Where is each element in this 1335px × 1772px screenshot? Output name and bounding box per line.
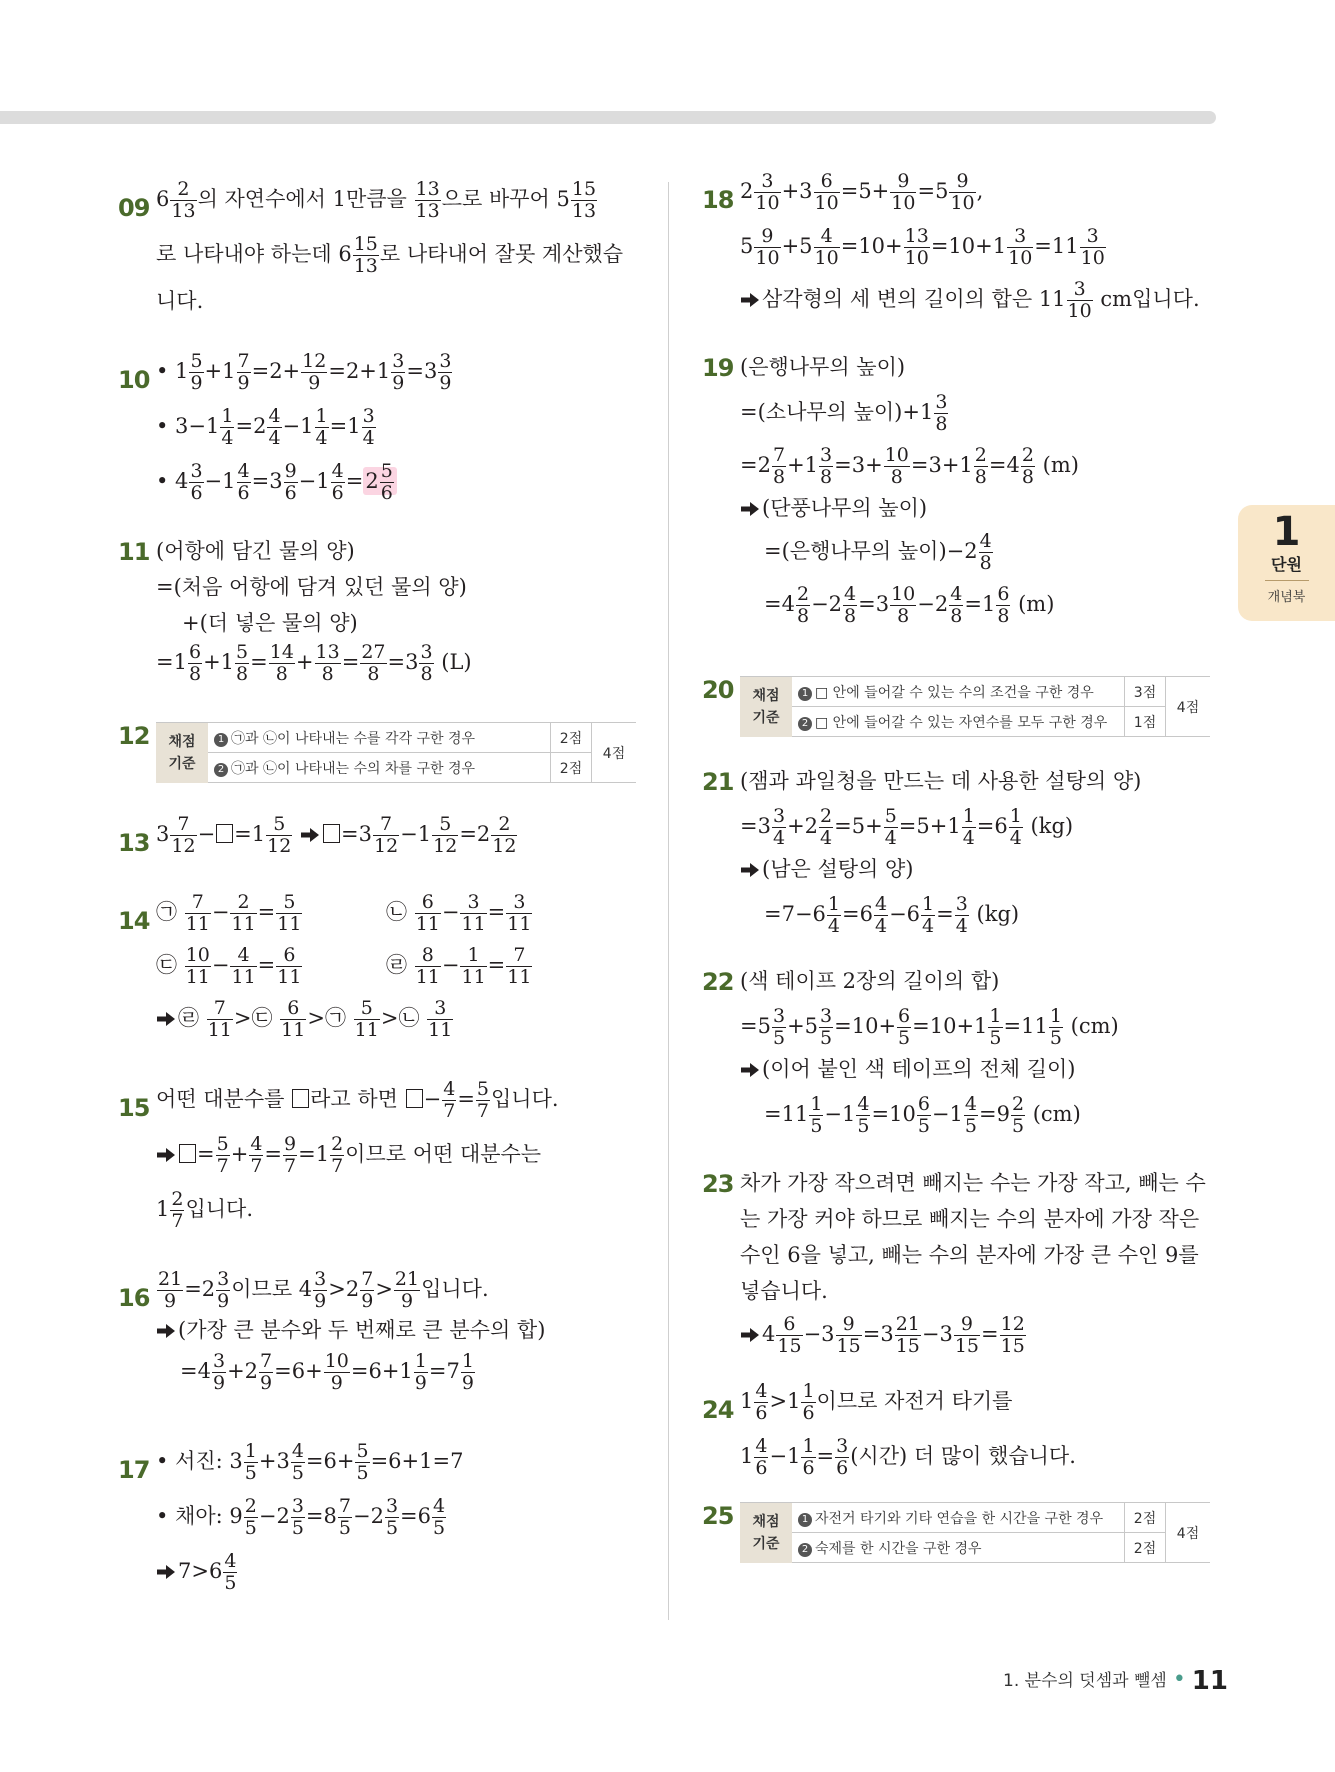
problem-number: 25 — [702, 1502, 734, 1530]
problem-17: 17 • 서진: 3 $\frac{1}{5}$ +3 $\frac{4}{5}$ =6+ $\frac{5}{5}$ =6+1=7 • 채아: 9 $\frac{2}{5}$ −2 $\frac{3}{5}$ =8 $\frac{7}{5}$ −2 $\frac{3}{5}$ =6 $\frac{4}{5}$ 7>6 $\frac{4}{5}$ — [118, 1440, 464, 1594]
unit-number: 1 — [1272, 509, 1301, 555]
highlighted-answer: 2 $\frac{5}{6}$ — [363, 467, 396, 495]
unit-tab[interactable] — [1238, 505, 1335, 621]
problem-16: 16 $\frac{21}{9}$ =2 $\frac{3}{9}$ 이므로 4 $\frac{3}{9}$ >2 $\frac{7}{9}$ > $\frac{21}{9}$ 입니다. (가장 큰 분수와 두 번째로 큰 분수의 합) =4 $\frac{3}{9}$ +2 $\frac{7}{9}$ =6+ $\frac{10}{9}$ =6+1 $\frac{1}{9}$ =7 $\frac{1}{9}$ — [118, 1268, 546, 1394]
problem-11: 11 (어항에 담긴 물의 양) =(처음 어항에 담겨 있던 물의 양) +(더 넣은 물의 양) =1 $\frac{6}{8}$ +1 $\frac{5}{8}$ = $\frac{14}{8}$ + $\frac{13}{8}$ = $\frac{27}{8}$ =3 $\frac{3}{8}$ (L) — [118, 538, 472, 685]
problem-18: 18 2 $\frac{3}{10}$ +3 $\frac{6}{10}$ =5+ $\frac{9}{10}$ =5 $\frac{9}{10}$ , 5 $\frac{9}{10}$ +5 $\frac{4}{10}$ =10+ $\frac{13}{10}$ =10+1 $\frac{3}{10}$ =11 $\frac{3}{10}$ 삼각형의 세 변의 길이의 합은 11 $\frac{3}{10}$ cm입니다. — [702, 170, 1200, 322]
problem-number: 16 — [118, 1284, 150, 1312]
problem-12 — [118, 722, 638, 815]
page-footer — [1003, 1666, 1228, 1696]
problem-number: 09 — [118, 194, 150, 222]
scoring-table: 채점 기준 1 □ 안에 들어갈 수 있는 수의 조건을 구한 경우 3점 4점 2 □ 안에 들어갈 수 있는 자연수를 모두 구한 경우 1점 — [740, 676, 1210, 737]
unit-divider — [1265, 580, 1309, 581]
problem-number: 11 — [118, 538, 150, 566]
problem-09: 09 6 $\frac{2}{13}$ 의 자연수에서 1만큼을 $\frac{13}{13}$ 으로 바꾸어 5 $\frac{15}{13}$ 로 나타내야 하는데 6 $\frac{15}{13}$ 로 나타내어 잘못 계산했습 니다. — [118, 178, 624, 313]
problem-number: 22 — [702, 968, 734, 996]
problem-number: 18 — [702, 186, 734, 214]
problem-19: 19 (은행나무의 높이) =(소나무의 높이)+1 $\frac{3}{8}$ =2 $\frac{7}{8}$ +1 $\frac{3}{8}$ =3+ $\frac{10}{8}$ =3+1 $\frac{2}{8}$ =4 $\frac{2}{8}$ (m) (단풍나무의 높이) =(은행나무의 높이)−2 $\frac{4}{8}$ =4 $\frac{2}{8}$ −2 $\frac{4}{8}$ =3 $\frac{10}{8}$ −2 $\frac{4}{8}$ =1 $\frac{6}{8}$ (m) — [702, 354, 1079, 627]
problem-24: 24 1 $\frac{4}{6}$ >1 $\frac{1}{6}$ 이므로 자전거 타기를 1 $\frac{4}{6}$ −1 $\frac{1}{6}$ = $\frac{3}{6}$ (시간) 더 많이 했습니다. — [702, 1380, 1076, 1479]
problem-15: 15 어떤 대분수를 라고 하면 − $\frac{4}{7}$ = $\frac{5}{7}$ 입니다. = $\frac{5}{7}$ + $\frac{4}{7}$ = $\frac{9}{7}$ =1 $\frac{2}{7}$ 이므로 어떤 대분수는 1 $\frac{2}{7}$ 입니다. — [118, 1078, 559, 1232]
problem-number: 19 — [702, 354, 734, 382]
page-number: 11 — [1191, 1666, 1228, 1696]
unit-label: 단원 — [1271, 555, 1302, 574]
left-column — [118, 172, 638, 1602]
top-bar — [0, 111, 1216, 124]
chapter-title: 1. 분수의 덧셈과 뺄셈 — [1003, 1671, 1167, 1691]
problem-21: 21 (잼과 과일청을 만드는 데 사용한 설탕의 양) =3 $\frac{3}{4}$ +2 $\frac{2}{4}$ =5+ $\frac{5}{4}$ =5+1 $\frac{1}{4}$ =6 $\frac{1}{4}$ (kg) (남은 설탕의 양) =7−6 $\frac{1}{4}$ =6 $\frac{4}{4}$ −6 $\frac{1}{4}$ = $\frac{3}{4}$ (kg) — [702, 768, 1142, 937]
problem-22: 22 (색 테이프 2장의 길이의 합) =5 $\frac{3}{5}$ +5 $\frac{3}{5}$ =10+ $\frac{6}{5}$ =10+1 $\frac{1}{5}$ =11 $\frac{1}{5}$ (cm) (이어 붙인 색 테이프의 전체 길이) =11 $\frac{1}{5}$ −1 $\frac{4}{5}$ =10 $\frac{6}{5}$ −1 $\frac{4}{5}$ =9 $\frac{2}{5}$ (cm) — [702, 968, 1119, 1137]
problem-14: 14 ㉠ $\frac{7}{11}$ − $\frac{2}{11}$ = $\frac{5}{11}$ ㉡ $\frac{6}{11}$ − $\frac{3}{11}$ = $\frac{3}{11}$ ㉢ $\frac{10}{11}$ − $\frac{4}{11}$ = $\frac{6}{11}$ ㉣ $\frac{8}{11}$ − $\frac{1}{11}$ = $\frac{7}{11}$ ㉣ $\frac{7}{11}$ >㉢ $\frac{6}{11}$ >㉠ $\frac{5}{11}$ >㉡ $\frac{3}{11}$ — [118, 891, 532, 1041]
problem-number: 12 — [118, 722, 150, 750]
problem-number: 15 — [118, 1094, 150, 1122]
unit-book: 개념북 — [1267, 590, 1306, 605]
problem-23: 23 차가 가장 작으려면 빼지는 수는 가장 작고, 빼는 수 는 가장 커야 하므로 빼지는 수의 분자에 가장 작은 수인 6을 넣고, 빼는 수의 분자에 가장 큰 수인 9를 넣습니다. 4 $\frac{6}{15}$ −3 $\frac{9}{15}$ =3 $\frac{21}{15}$ −3 $\frac{9}{15}$ = $\frac{12}{15}$ — [702, 1170, 1206, 1357]
problem-10: 10 • 1 $\frac{5}{9}$ +1 $\frac{7}{9}$ =2+ $\frac{12}{9}$ =2+1 $\frac{3}{9}$ =3 $\frac{3}{9}$ • 3−1 $\frac{1}{4}$ =2 $\frac{4}{4}$ −1 $\frac{1}{4}$ =1 $\frac{3}{4}$ • 4 $\frac{3}{6}$ −1 $\frac{4}{6}$ =3 $\frac{9}{6}$ −1 $\frac{4}{6}$ =2 $\frac{5}{6}$ — [118, 350, 452, 504]
problem-number: 14 — [118, 907, 150, 935]
problem-number: 24 — [702, 1396, 734, 1424]
problem-20 — [702, 676, 1222, 768]
problem-number: 17 — [118, 1456, 150, 1484]
problem-25 — [702, 1502, 1222, 1572]
scoring-table: 채점 기준 1 자전거 타기와 기타 연습을 한 시간을 구한 경우 2점 4점 2 숙제를 한 시간을 구한 경우 2점 — [740, 1502, 1210, 1563]
right-column — [702, 172, 1222, 1572]
column-divider — [668, 182, 669, 1620]
footer-dot: • — [1172, 1667, 1186, 1692]
problem-number: 21 — [702, 768, 734, 796]
problem-number: 23 — [702, 1170, 734, 1198]
problem-number: 20 — [702, 676, 734, 704]
scoring-table: 채점 기준 1 ㉠과 ㉡이 나타내는 수를 각각 구한 경우 2점 4점 2 ㉠과 ㉡이 나타내는 수의 차를 구한 경우 2점 — [156, 722, 636, 783]
problem-number: 13 — [118, 829, 150, 857]
problem-number: 10 — [118, 366, 150, 394]
problem-13: 13 3 $\frac{7}{12}$ − =1 $\frac{5}{12}$ =3 $\frac{7}{12}$ −1 $\frac{5}{12}$ =2 $\frac{2}{12}$ — [118, 813, 517, 857]
